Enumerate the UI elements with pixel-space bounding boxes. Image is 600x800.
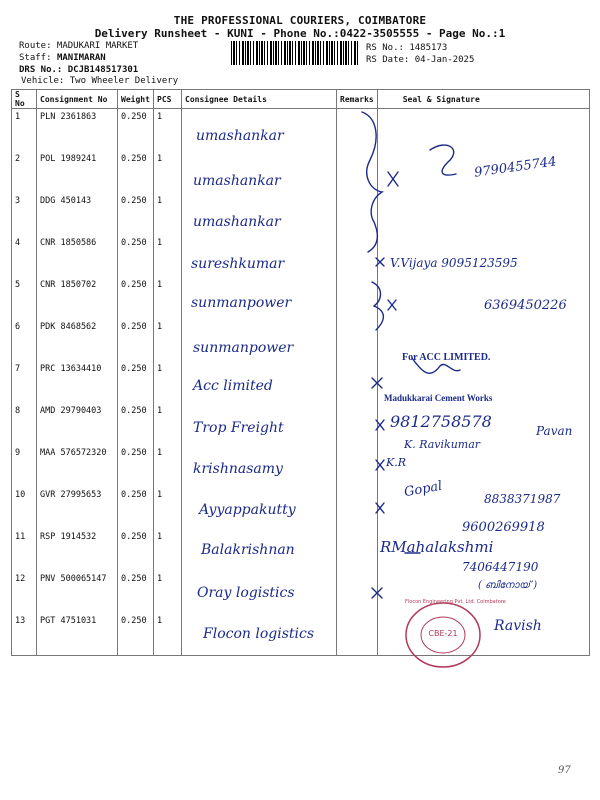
signature-cell bbox=[377, 193, 589, 235]
consignment-cell: CNR 1850586 bbox=[37, 235, 118, 277]
remarks-cell bbox=[337, 277, 378, 319]
table-row bbox=[12, 109, 590, 152]
page-title: THE PROFESSIONAL COURIERS, COIMBATORE bbox=[173, 14, 427, 27]
handwritten-signature: Gopal bbox=[402, 478, 444, 501]
col-header-consignment: Consignment No bbox=[37, 90, 118, 109]
remarks-cell bbox=[337, 403, 378, 445]
consignment-cell: RSP 1914532 bbox=[37, 529, 118, 571]
sno-cell: 12 bbox=[12, 571, 37, 613]
handwritten-consignee: sureshkumar bbox=[191, 256, 285, 272]
seal-ring-text: Flocon Engineering Pvt. Ltd. Coimbatore bbox=[405, 599, 506, 605]
sno-cell: 8 bbox=[12, 403, 37, 445]
table-row bbox=[12, 361, 590, 403]
col-header-consignee: Consignee Details bbox=[182, 90, 337, 109]
remarks-cell bbox=[337, 109, 378, 152]
handwritten-phone: 9812758578 bbox=[390, 412, 492, 431]
col-header-signature: Seal & Signature bbox=[377, 90, 589, 109]
remarks-cell bbox=[337, 319, 378, 361]
handwritten-consignee: Flocon logistics bbox=[203, 626, 315, 642]
consignment-cell: POL 1989241 bbox=[37, 151, 118, 193]
remarks-cell bbox=[337, 193, 378, 235]
handwritten-consignee: sunmanpower bbox=[191, 295, 292, 311]
signature-cell bbox=[377, 445, 589, 487]
vehicle-label: Vehicle: Two Wheeler Delivery bbox=[21, 76, 179, 86]
handwritten-signature: Ravish bbox=[494, 618, 542, 634]
sno-cell: 13 bbox=[12, 613, 37, 656]
handwritten-consignee: umashankar bbox=[193, 214, 281, 230]
weight-cell: 0.250 bbox=[118, 319, 154, 361]
consignment-cell: MAA 576572320 bbox=[37, 445, 118, 487]
pcs-cell: 1 bbox=[154, 235, 182, 277]
acc-stamp: For ACC LIMITED. bbox=[402, 352, 491, 363]
page-mark: 97 bbox=[558, 765, 571, 776]
pcs-cell: 1 bbox=[154, 193, 182, 235]
pcs-cell: 1 bbox=[154, 571, 182, 613]
sno-cell: 11 bbox=[12, 529, 37, 571]
staff-row bbox=[19, 53, 106, 63]
pcs-cell: 1 bbox=[154, 151, 182, 193]
pcs-cell: 1 bbox=[154, 529, 182, 571]
weight-cell: 0.250 bbox=[118, 277, 154, 319]
table-row bbox=[12, 445, 590, 487]
sno-cell: 2 bbox=[12, 151, 37, 193]
col-header-weight: Weight bbox=[118, 90, 154, 109]
handwritten-consignee: Acc limited bbox=[193, 378, 273, 394]
pcs-cell: 1 bbox=[154, 361, 182, 403]
handwritten-signature: Pavan bbox=[536, 424, 573, 438]
consignment-cell: PLN 2361863 bbox=[37, 109, 118, 152]
table-row bbox=[12, 571, 590, 613]
weight-cell: 0.250 bbox=[118, 151, 154, 193]
handwritten-phone: 9600269918 bbox=[462, 520, 545, 535]
weight-cell: 0.250 bbox=[118, 193, 154, 235]
remarks-cell bbox=[337, 361, 378, 403]
consignment-cell: CNR 1850702 bbox=[37, 277, 118, 319]
pcs-cell: 1 bbox=[154, 613, 182, 656]
remarks-cell bbox=[337, 613, 378, 656]
pcs-cell: 1 bbox=[154, 445, 182, 487]
col-header-sno: S No bbox=[12, 90, 37, 109]
rs-date: RS Date: 04-Jan-2025 bbox=[366, 55, 475, 65]
handwritten-phone: 8838371987 bbox=[484, 492, 561, 506]
staff-name: MANIMARAN bbox=[56, 53, 106, 63]
sno-cell: 5 bbox=[12, 277, 37, 319]
sno-cell: 1 bbox=[12, 109, 37, 152]
rs-number: RS No.: 1485173 bbox=[366, 43, 448, 53]
handwritten-consignee: krishnasamy bbox=[193, 461, 283, 477]
consignment-cell: PRC 13634410 bbox=[37, 361, 118, 403]
remarks-cell bbox=[337, 445, 378, 487]
weight-cell: 0.250 bbox=[118, 487, 154, 529]
pcs-cell: 1 bbox=[154, 277, 182, 319]
consignment-cell: PGT 4751031 bbox=[37, 613, 118, 656]
pcs-cell: 1 bbox=[154, 109, 182, 152]
handwritten-consignee: Balakrishnan bbox=[201, 542, 295, 558]
pcs-cell: 1 bbox=[154, 487, 182, 529]
table-row bbox=[12, 193, 590, 235]
sno-cell: 10 bbox=[12, 487, 37, 529]
weight-cell: 0.250 bbox=[118, 529, 154, 571]
handwritten-phone: 6369450226 bbox=[484, 298, 567, 313]
handwritten-signature: V.Vijaya 9095123595 bbox=[390, 256, 518, 270]
col-header-pcs: PCS bbox=[154, 90, 182, 109]
handwritten-consignee: Ayyappakutty bbox=[199, 502, 296, 518]
sno-cell: 9 bbox=[12, 445, 37, 487]
remarks-cell bbox=[337, 571, 378, 613]
handwritten-phone: 7406447190 bbox=[462, 560, 539, 574]
weight-cell: 0.250 bbox=[118, 361, 154, 403]
handwritten-note: ( ബിനോയ് ) bbox=[478, 580, 538, 591]
handwritten-phone: 9790455744 bbox=[473, 154, 558, 181]
sno-cell: 4 bbox=[12, 235, 37, 277]
handwritten-consignee: Oray logistics bbox=[197, 585, 295, 601]
consignment-cell: AMD 29790403 bbox=[37, 403, 118, 445]
pcs-cell: 1 bbox=[154, 403, 182, 445]
page-subtitle: Delivery Runsheet - KUNI - Phone No.:0422-3505555 - Page No.:1 bbox=[94, 27, 506, 40]
staff-label: Staff: bbox=[19, 53, 52, 63]
weight-cell: 0.250 bbox=[118, 403, 154, 445]
seal-center-text: CBE-21 bbox=[428, 629, 458, 638]
route-label: Route: MADUKARI MARKET bbox=[19, 41, 139, 51]
weight-cell: 0.250 bbox=[118, 235, 154, 277]
table-row bbox=[12, 403, 590, 445]
madukkarai-stamp: Madukkarai Cement Works bbox=[384, 393, 493, 403]
weight-cell: 0.250 bbox=[118, 109, 154, 152]
handwritten-signature: RMahalakshmi bbox=[380, 538, 494, 556]
handwritten-consignee: Trop Freight bbox=[193, 420, 284, 436]
consignment-cell: GVR 27995653 bbox=[37, 487, 118, 529]
barcode bbox=[231, 41, 358, 65]
drs-number: DRS No.: DCJB148517301 bbox=[19, 65, 139, 75]
consignment-cell: PDK 8468562 bbox=[37, 319, 118, 361]
weight-cell: 0.250 bbox=[118, 613, 154, 656]
remarks-cell bbox=[337, 487, 378, 529]
sno-cell: 3 bbox=[12, 193, 37, 235]
sno-cell: 7 bbox=[12, 361, 37, 403]
handwritten-signature: K. Ravikumar bbox=[404, 438, 481, 451]
weight-cell: 0.250 bbox=[118, 445, 154, 487]
consignment-cell: DDG 450143 bbox=[37, 193, 118, 235]
handwritten-consignee: umashankar bbox=[193, 173, 281, 189]
signature-cell bbox=[377, 109, 589, 152]
remarks-cell bbox=[337, 529, 378, 571]
handwritten-consignee: sunmanpower bbox=[193, 340, 294, 356]
col-header-remarks: Remarks bbox=[337, 90, 378, 109]
remarks-cell bbox=[337, 151, 378, 193]
weight-cell: 0.250 bbox=[118, 571, 154, 613]
handwritten-signature: K.R bbox=[386, 456, 406, 469]
table-row bbox=[12, 319, 590, 361]
remarks-cell bbox=[337, 235, 378, 277]
table-header-row bbox=[12, 90, 590, 109]
flocon-seal bbox=[403, 599, 506, 670]
sno-cell: 6 bbox=[12, 319, 37, 361]
handwritten-consignee: umashankar bbox=[196, 128, 284, 144]
pcs-cell: 1 bbox=[154, 319, 182, 361]
consignment-cell: PNV 500065147 bbox=[37, 571, 118, 613]
